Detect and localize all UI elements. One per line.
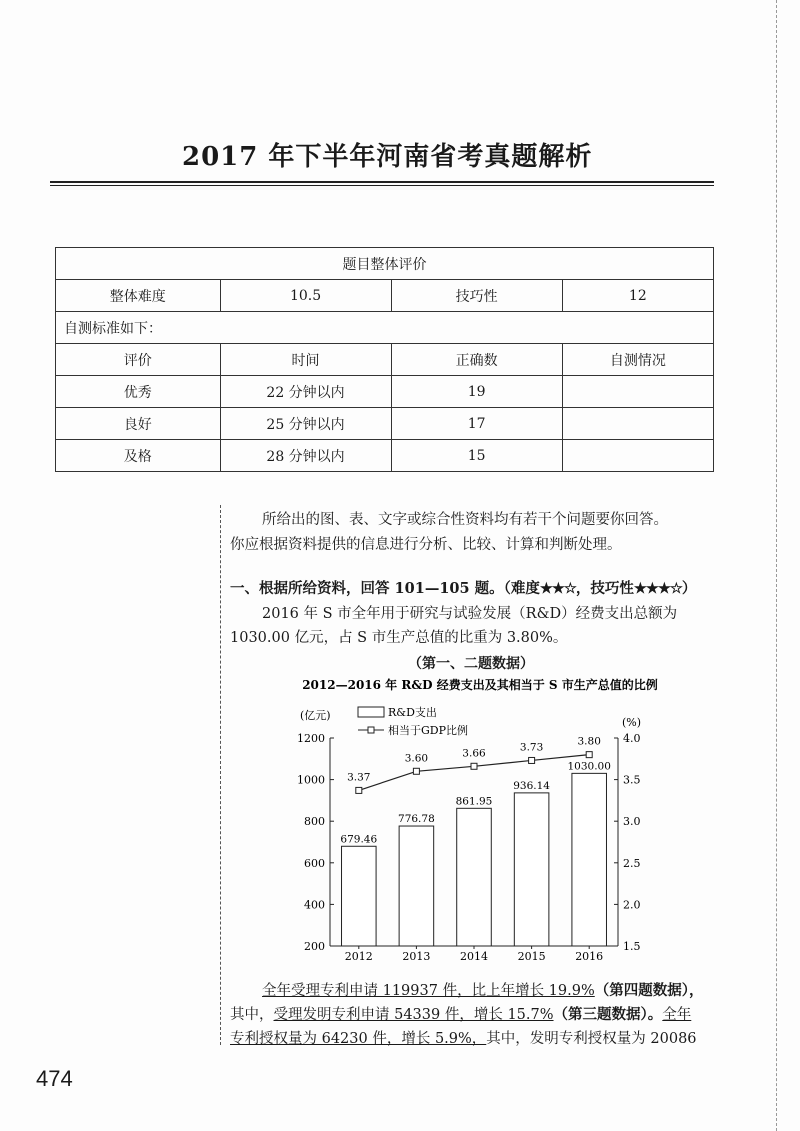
correct-cell: 19 <box>391 376 562 408</box>
bottom-underlined-2d: 全年 <box>662 1007 692 1023</box>
page-edge-line <box>776 0 777 1131</box>
y2-tick-label: 4.0 <box>623 732 641 745</box>
page-number: 474 <box>36 1066 73 1091</box>
bar <box>457 808 492 946</box>
time-cell: 25 分钟以内 <box>220 408 391 440</box>
evaluation-table <box>55 247 714 472</box>
rd-chart <box>250 674 710 969</box>
ratio-point <box>413 768 419 774</box>
ratio-value-label: 3.60 <box>404 752 429 765</box>
skill-value: 12 <box>562 280 713 312</box>
y2-tick-label: 3.0 <box>623 815 641 829</box>
y-tick-label: 800 <box>304 815 325 829</box>
bottom-text-2a: 其中， <box>230 1007 274 1023</box>
y-tick-label: 1000 <box>297 773 325 787</box>
bottom-line-2 <box>230 1003 691 1027</box>
bottom-line-1 <box>262 979 704 1003</box>
criteria-note: 自测标准如下： <box>56 312 714 344</box>
bar <box>514 793 549 946</box>
chart-title: 2012—2016 年 R&D 经费支出及其相当于 S 市生产总值的比例 <box>302 678 658 692</box>
intro-line-2: 你应根据资料提供的信息进行分析、比较、计算和判断处理。 <box>230 537 622 553</box>
table-caption: 题目整体评价 <box>56 248 714 280</box>
bar <box>399 826 434 946</box>
bar-value-label: 936.14 <box>513 779 550 792</box>
header-cell: 评价 <box>56 344 221 376</box>
table-row <box>56 440 714 472</box>
bottom-underlined-2: 受理发明专利申请 54339 件，增长 15.7% <box>273 1007 554 1023</box>
legend-bar-swatch <box>358 707 384 717</box>
correct-cell: 17 <box>391 408 562 440</box>
bottom-line-3 <box>230 1027 697 1051</box>
paragraph-line-2: 1030.00 亿元，占 S 市生产总值的比重为 3.80%。 <box>230 630 568 646</box>
bar-value-label: 1030.00 <box>567 760 611 773</box>
legend-line-marker <box>368 727 374 733</box>
ratio-point <box>356 787 362 793</box>
bar <box>342 846 377 946</box>
grade-cell: 及格 <box>56 440 221 472</box>
table-row <box>56 408 714 440</box>
y2-tick-label: 2.0 <box>623 898 641 912</box>
y2-tick-label: 3.5 <box>623 773 641 787</box>
y-tick-label: 600 <box>304 856 325 870</box>
self-check-cell <box>562 440 713 472</box>
legend-line-label: 相当于GDP比例 <box>388 724 469 737</box>
header-cell: 正确数 <box>391 344 562 376</box>
grade-cell: 优秀 <box>56 376 221 408</box>
bottom-note-3: （第三题数据）。 <box>553 1006 663 1023</box>
grade-cell: 良好 <box>56 408 221 440</box>
ratio-value-label: 3.66 <box>462 747 486 760</box>
y2-tick-label: 2.5 <box>623 856 641 870</box>
legend <box>358 705 468 737</box>
bar-value-label: 679.46 <box>340 833 378 846</box>
header-cell: 自测情况 <box>562 344 713 376</box>
heading-suffix: ） <box>681 580 697 597</box>
section-heading <box>230 577 696 601</box>
x-tick-label: 2015 <box>517 950 546 963</box>
ratio-line <box>359 755 589 791</box>
bottom-underlined-3: 专利授权量为 64230 件，增长 5.9%， <box>230 1031 487 1047</box>
bar-value-label: 861.95 <box>455 795 493 808</box>
x-tick-label: 2013 <box>402 950 431 963</box>
self-check-cell <box>562 376 713 408</box>
x-tick-label: 2012 <box>344 950 373 963</box>
margin-dashed-line <box>220 505 221 1045</box>
y2-axis-label: (%) <box>622 716 642 729</box>
difficulty-label: 整体难度 <box>56 280 221 312</box>
y-tick-label: 200 <box>304 940 325 953</box>
difficulty-value: 10.5 <box>220 280 391 312</box>
difficulty-stars: ★★☆ <box>539 580 576 597</box>
page-title: 2017 年下半年河南省考真题解析 <box>182 142 593 172</box>
bar <box>572 773 607 946</box>
x-tick-label: 2016 <box>575 950 604 963</box>
y-tick-label: 400 <box>304 898 325 912</box>
skill-stars: ★★★☆ <box>633 580 682 597</box>
table-row <box>56 376 714 408</box>
skill-label: 技巧性 <box>391 280 562 312</box>
table-header-row <box>56 344 714 376</box>
bottom-underlined-1: 全年受理专利申请 119937 件，比上年增长 19.9% <box>262 983 595 999</box>
ratio-point <box>471 763 477 769</box>
self-check-cell <box>562 408 713 440</box>
ratio-value-label: 3.37 <box>347 771 371 784</box>
ratio-value-label: 3.80 <box>577 735 601 748</box>
bottom-text-3b: 其中，发明专利授权量为 20086 <box>486 1031 697 1047</box>
heading-skill-prefix: ，技巧性 <box>575 580 634 597</box>
title-rule <box>50 181 714 183</box>
title-rule-thin <box>50 185 714 186</box>
bar-value-label: 776.78 <box>398 813 435 826</box>
bottom-note-4: （第四题数据）， <box>594 982 704 999</box>
y-axis-label: (亿元) <box>300 709 331 722</box>
x-tick-label: 2014 <box>460 950 488 963</box>
data-note: （第一、二题数据） <box>408 656 534 672</box>
table-row <box>56 280 714 312</box>
table-row <box>56 312 714 344</box>
table-row <box>56 248 714 280</box>
time-cell: 22 分钟以内 <box>220 376 391 408</box>
header-cell: 时间 <box>220 344 391 376</box>
correct-cell: 15 <box>391 440 562 472</box>
time-cell: 28 分钟以内 <box>220 440 391 472</box>
paragraph-line-1: 2016 年 S 市全年用于研究与试验发展（R&D）经费支出总额为 <box>262 606 678 622</box>
y-tick-label: 1200 <box>297 732 325 745</box>
ratio-point <box>529 757 535 763</box>
heading-prefix: 一、根据所给资料，回答 101—105 题。（难度 <box>230 580 540 597</box>
legend-bar-label: R&D支出 <box>388 706 437 719</box>
intro-line-1: 所给出的图、表、文字或综合性资料均有若干个问题要你回答。 <box>262 512 668 528</box>
y2-tick-label: 1.5 <box>623 940 641 953</box>
ratio-point <box>586 752 592 758</box>
ratio-value-label: 3.73 <box>519 741 544 754</box>
